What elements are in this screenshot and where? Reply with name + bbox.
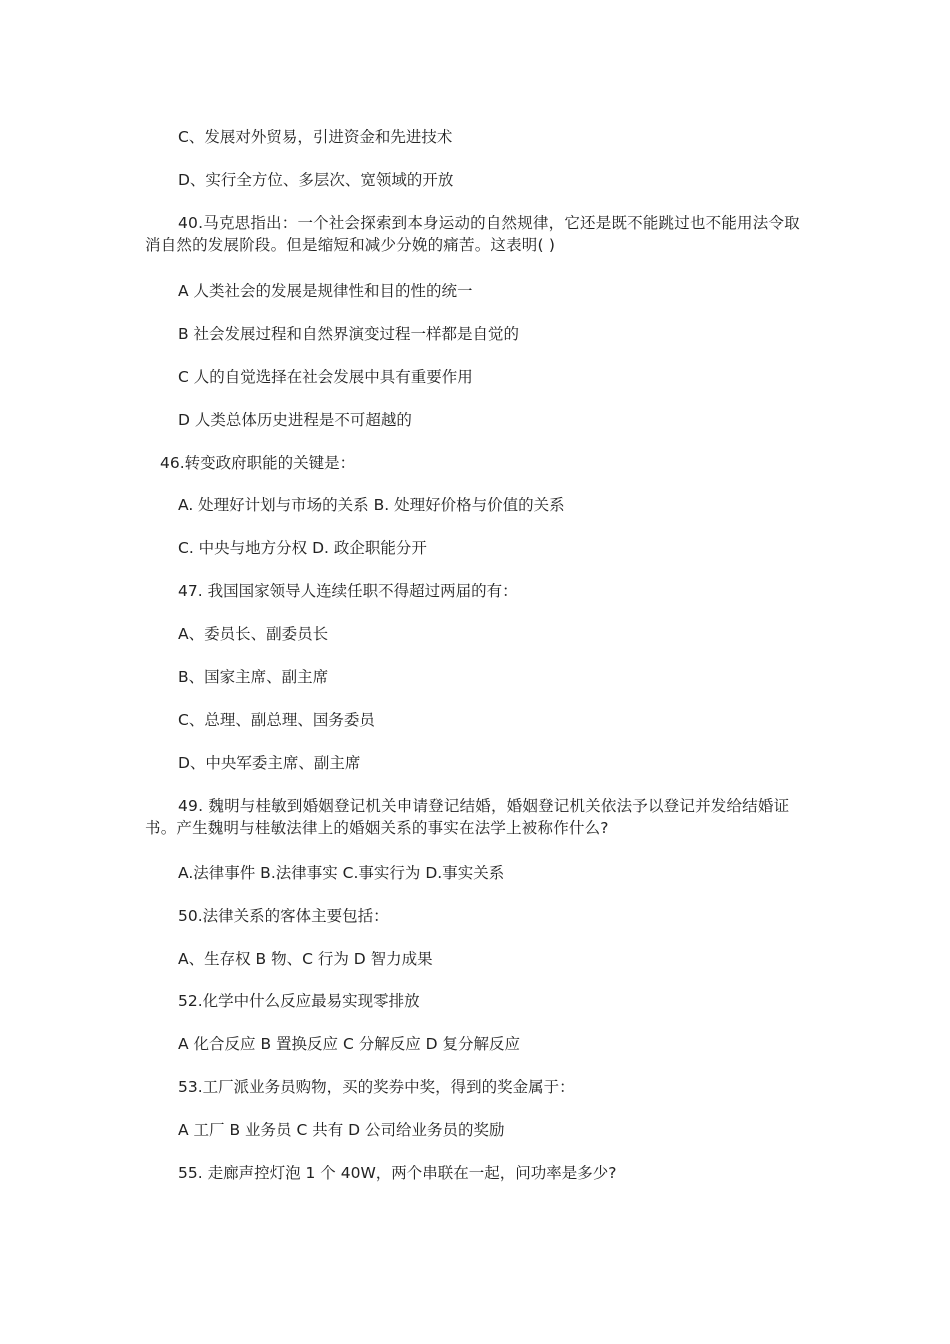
question-46: 46.转变政府职能的关键是： (160, 454, 356, 472)
q40-option-b: B 社会发展过程和自然界演变过程一样都是自觉的 (178, 325, 520, 343)
q40-option-c: C 人的自觉选择在社会发展中具有重要作用 (178, 368, 473, 386)
q50-options: A、生存权 B 物、C 行为 D 智力成果 (178, 950, 433, 968)
question-50: 50.法律关系的客体主要包括： (178, 907, 389, 925)
option-c-trade: C、发展对外贸易，引进资金和先进技术 (178, 128, 453, 146)
q40-option-a: A 人类社会的发展是规律性和目的性的统一 (178, 282, 473, 300)
q40-option-d: D 人类总体历史进程是不可超越的 (178, 411, 412, 429)
question-40: 40.马克思指出：一个社会探索到本身运动的自然规律，它还是既不能跳过也不能用法令取消自然的发展阶段。但是缩短和减少分娩的痛苦。这表明( ) (145, 214, 800, 254)
question-49: 49. 魏明与桂敏到婚姻登记机关申请登记结婚，婚姻登记机关依法予以登记并发给结婚证书。产生魏明与桂敏法律上的婚姻关系的事实在法学上被称作什么? (145, 797, 790, 837)
question-52: 52.化学中什么反应最易实现零排放 (178, 992, 420, 1010)
q47-option-d: D、中央军委主席、副主席 (178, 754, 361, 772)
q52-options: A 化合反应 B 置换反应 C 分解反应 D 复分解反应 (178, 1035, 520, 1053)
q46-options-cd: C. 中央与地方分权 D. 政企职能分开 (178, 539, 427, 557)
question-55: 55. 走廊声控灯泡 1 个 40W，两个串联在一起，问功率是多少? (178, 1164, 617, 1182)
q47-option-b: B、国家主席、副主席 (178, 668, 329, 686)
q47-option-a: A、委员长、副委员长 (178, 625, 329, 643)
question-47: 47. 我国国家领导人连续任职不得超过两届的有： (178, 582, 518, 600)
q47-option-c: C、总理、副总理、国务委员 (178, 711, 375, 729)
q49-options: A.法律事件 B.法律事实 C.事实行为 D.事实关系 (178, 864, 505, 882)
option-d-opening: D、实行全方位、多层次、宽领域的开放 (178, 171, 454, 189)
question-53: 53.工厂派业务员购物，买的奖券中奖，得到的奖金属于： (178, 1078, 575, 1096)
q53-options: A 工厂 B 业务员 C 共有 D 公司给业务员的奖励 (178, 1121, 505, 1139)
q46-options-ab: A. 处理好计划与市场的关系 B. 处理好价格与价值的关系 (178, 496, 565, 514)
